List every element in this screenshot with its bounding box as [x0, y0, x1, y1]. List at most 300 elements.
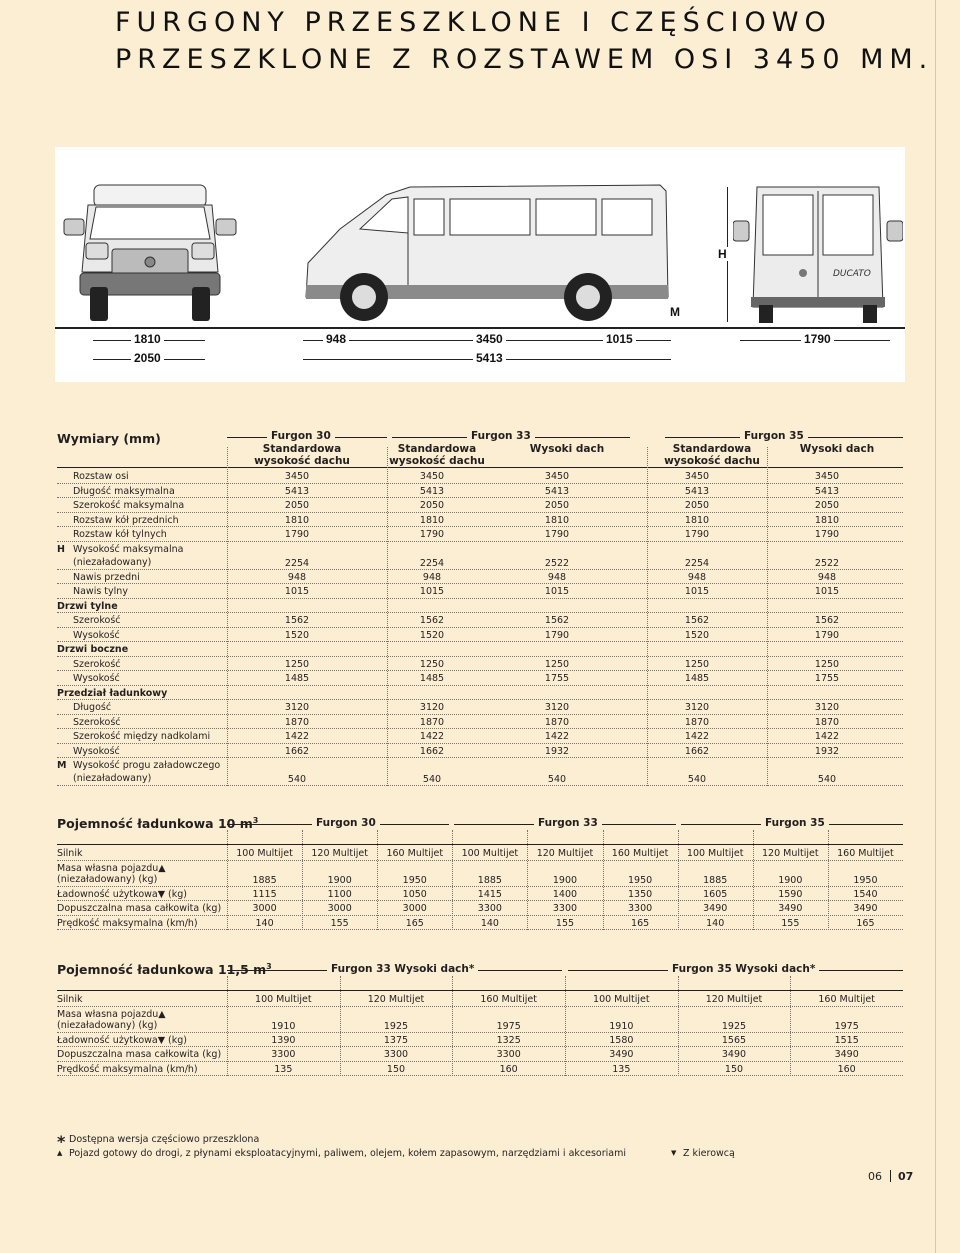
- row-label: Wysokość maksymalna: [73, 543, 184, 555]
- table-cell: 160: [837, 1063, 856, 1075]
- page-edge-line: [935, 0, 936, 1253]
- group-label: Furgon 30: [312, 817, 380, 829]
- row-label: Prędkość maksymalna (km/h): [57, 1063, 198, 1075]
- group-label: Furgon 33 Wysoki dach*: [327, 963, 478, 975]
- table-cell: 1662: [419, 745, 445, 757]
- table-cell: 948: [422, 571, 442, 583]
- row-label: Dopuszczalna masa całkowita (kg): [57, 1049, 222, 1060]
- table-cell: 1580: [609, 1034, 634, 1046]
- load115-title-text: Pojemność ładunkowa 11,5 m: [57, 962, 267, 978]
- column-separator: [790, 976, 791, 1076]
- table-cell: 1900: [778, 874, 803, 886]
- table-cell: 1415: [477, 888, 502, 900]
- group-label: Furgon 30: [267, 430, 335, 442]
- brand-text: DUCATO: [833, 269, 871, 279]
- table-cell: 1562: [684, 615, 710, 626]
- page-title: [115, 4, 955, 78]
- table-cell: 540: [687, 774, 707, 785]
- table-row: [57, 1033, 903, 1048]
- table-cell: 1015: [814, 586, 840, 597]
- table-cell: 135: [612, 1063, 631, 1075]
- dim-wheelbase: 3450: [473, 332, 506, 346]
- table-cell: 1422: [419, 731, 445, 742]
- table-cell: 540: [287, 774, 307, 785]
- table-cell: 2522: [814, 557, 840, 569]
- group-furgon-30: [227, 430, 387, 442]
- table-cell: 1540: [853, 888, 878, 900]
- table-row: [57, 901, 903, 916]
- load-115-table: [57, 958, 903, 1083]
- table-cell: 1422: [814, 731, 840, 742]
- footnote-star: Dostępna wersja częściowo przeszklona: [69, 1134, 260, 1145]
- table-cell: 5413: [684, 485, 710, 497]
- table-row: [57, 513, 903, 528]
- side-view-drawing: [300, 177, 675, 327]
- row-label: Długość: [73, 702, 112, 713]
- table-cell: 1562: [419, 615, 445, 626]
- table-cell: 120 Multijet: [762, 848, 819, 859]
- col-header: Standardowa wysokość dachu: [664, 443, 760, 467]
- table-cell: 3000: [402, 903, 427, 914]
- table-cell: 100 Multijet: [236, 848, 293, 859]
- table-cell: 3300: [271, 1049, 296, 1060]
- group-furgon-35: [681, 817, 903, 829]
- row-label: Drzwi boczne: [57, 644, 129, 655]
- table-cell: 160 Multijet: [480, 994, 537, 1005]
- table-cell: 1870: [284, 716, 310, 728]
- table-cell: 3450: [544, 471, 570, 482]
- row-marker: H: [57, 543, 65, 555]
- table-row: [57, 584, 903, 599]
- table-row: [57, 671, 903, 686]
- table-cell: 2050: [814, 500, 840, 511]
- table-cell: 1565: [721, 1034, 747, 1046]
- table-cell: 1790: [814, 529, 840, 540]
- table-cell: 1810: [684, 514, 710, 526]
- load115-title-sup: 3: [266, 962, 272, 971]
- table-cell: 1790: [544, 629, 570, 641]
- table-cell: 1250: [284, 658, 310, 670]
- table-cell: 1590: [778, 888, 803, 900]
- table-cell: 540: [817, 774, 837, 785]
- table-cell: 1885: [477, 874, 502, 886]
- row-marker: M: [57, 760, 67, 771]
- group-label: Furgon 33: [534, 817, 602, 829]
- table-cell: 1975: [496, 1020, 521, 1032]
- row-label: Rozstaw kół przednich: [73, 514, 179, 526]
- table-cell: 1790: [419, 529, 445, 540]
- title-line-1: FURGONY PRZESZKLONE I CZĘŚCIOWO: [115, 7, 832, 38]
- sill-label: M: [667, 305, 683, 319]
- table-cell: 1932: [814, 745, 840, 757]
- col-header: Standardowa wysokość dachu: [254, 443, 350, 467]
- table-row: [57, 992, 903, 1007]
- table-cell: 1515: [834, 1034, 859, 1046]
- table-cell: 1015: [684, 586, 710, 597]
- table-cell: 1870: [814, 716, 840, 728]
- table-cell: 1810: [544, 514, 570, 526]
- footnote-down-mark: ▼: [671, 1149, 677, 1157]
- table-row: [57, 1062, 903, 1077]
- table-cell: 3300: [628, 903, 653, 914]
- table-cell: 5413: [544, 485, 570, 497]
- group-furgon-35-high: [568, 963, 903, 975]
- group-label: Furgon 33: [467, 430, 535, 442]
- table-cell: 2254: [284, 557, 310, 569]
- table-cell: 2522: [544, 557, 570, 569]
- table-cell: 100 Multijet: [255, 994, 312, 1005]
- table-cell: 1375: [383, 1034, 409, 1046]
- table-cell: 1485: [684, 673, 710, 684]
- table-cell: 1350: [628, 888, 653, 900]
- row-label: Prędkość maksymalna (km/h): [57, 917, 198, 929]
- table-cell: 3300: [383, 1049, 409, 1060]
- ground-line: [55, 327, 905, 329]
- table-cell: 1050: [402, 888, 427, 900]
- height-label: H: [715, 247, 730, 261]
- table-cell: 1810: [284, 514, 310, 526]
- table-cell: 1790: [814, 629, 840, 641]
- table-cell: 160 Multijet: [386, 848, 444, 859]
- table-row: [57, 613, 903, 628]
- table-cell: 5413: [284, 485, 310, 497]
- table-cell: 1755: [814, 673, 840, 684]
- row-label: Długość maksymalna: [73, 485, 175, 497]
- table-cell: 1790: [684, 529, 710, 540]
- col-header: Wysoki dach: [529, 443, 605, 455]
- table-cell: 155: [330, 917, 349, 929]
- table-cell: 3120: [684, 702, 710, 713]
- table-cell: 1870: [419, 716, 445, 728]
- row-label: Szerokość między nadkolami: [73, 731, 211, 742]
- row-label-2: (niezaładowany): [73, 556, 152, 568]
- table-cell: 155: [781, 917, 800, 929]
- table-cell: 5413: [814, 485, 840, 497]
- table-cell: 3300: [477, 903, 502, 914]
- table-row: [57, 498, 903, 513]
- table-cell: 3490: [778, 903, 803, 914]
- group-furgon-33: [454, 817, 676, 829]
- table-cell: 1100: [327, 888, 352, 900]
- row-label: Ładowność użytkowa▼ (kg): [57, 1034, 187, 1046]
- table-cell: 1250: [684, 658, 710, 670]
- table-cell: 1325: [496, 1034, 521, 1046]
- row-label: Silnik: [57, 848, 83, 859]
- row-label: Szerokość maksymalna: [73, 500, 185, 511]
- row-label: Rozstaw osi: [73, 471, 129, 482]
- table-cell: 100 Multijet: [461, 848, 519, 859]
- table-cell: 160 Multijet: [611, 848, 669, 859]
- load-10-table: [57, 812, 903, 937]
- column-separator: [387, 447, 388, 786]
- row-label: Wysokość: [73, 745, 120, 757]
- table-cell: 140: [706, 917, 725, 929]
- table-cell: 1932: [544, 745, 570, 757]
- table-cell: 1400: [552, 888, 578, 900]
- table-cell: 165: [856, 917, 875, 929]
- col-header: Standardowa wysokość dachu: [389, 443, 485, 467]
- table-cell: 1950: [402, 874, 427, 886]
- table-row: [57, 715, 903, 730]
- row-label-2: (niezaładowany) (kg): [57, 1019, 158, 1031]
- table-cell: 1250: [544, 658, 570, 670]
- column-separator: [227, 447, 228, 786]
- row-label: Wysokość: [73, 673, 120, 684]
- table-cell: 1250: [419, 658, 445, 670]
- row-label-2: (niezaładowany) (kg): [57, 873, 158, 885]
- table-cell: 1975: [834, 1020, 859, 1032]
- table-cell: 165: [631, 917, 650, 929]
- footnote-star-mark: *: [57, 1132, 66, 1151]
- table-cell: 948: [817, 571, 837, 583]
- row-label: Przedział ładunkowy: [57, 687, 168, 699]
- table-cell: 3000: [252, 903, 277, 914]
- page-number-right: 07: [898, 1170, 914, 1183]
- table-row: [57, 916, 903, 931]
- table-cell: 150: [724, 1063, 744, 1075]
- row-label: Nawis tylny: [73, 586, 128, 597]
- table-cell: 540: [422, 774, 442, 785]
- column-separator: [767, 447, 768, 786]
- row-label: Wysokość progu załadowczego: [73, 760, 221, 771]
- table-cell: 2050: [419, 500, 445, 511]
- table-cell: 5413: [419, 485, 445, 497]
- table-cell: 160: [499, 1063, 518, 1075]
- dims-top-rule: [57, 467, 903, 468]
- row-label: Silnik: [57, 994, 83, 1005]
- table-cell: 1520: [284, 629, 310, 641]
- page-number-left: 06: [868, 1170, 882, 1183]
- table-row: [57, 861, 903, 887]
- table-cell: 1925: [383, 1020, 409, 1032]
- column-separator: [565, 976, 566, 1076]
- table-cell: 3120: [419, 702, 445, 713]
- column-separator: [377, 830, 378, 930]
- table-cell: 1015: [544, 586, 570, 597]
- table-cell: 3450: [814, 471, 840, 482]
- row-label: Rozstaw kół tylnych: [73, 529, 167, 540]
- column-separator: [647, 447, 648, 786]
- group-furgon-30: [227, 817, 449, 829]
- column-separator: [452, 976, 453, 1076]
- column-separator: [452, 830, 453, 930]
- table-cell: 2050: [544, 500, 570, 511]
- row-label: Szerokość: [73, 658, 121, 670]
- section-row: [57, 686, 903, 701]
- table-cell: 3120: [284, 702, 310, 713]
- column-separator: [302, 830, 303, 930]
- dim-overhang-rear: 1015: [603, 332, 636, 346]
- dimensions-table: [57, 425, 903, 800]
- column-separator: [678, 830, 679, 930]
- row-label: Dopuszczalna masa całkowita (kg): [57, 903, 222, 914]
- table-cell: 160 Multijet: [837, 848, 894, 859]
- column-separator: [340, 976, 341, 1076]
- table-cell: 3450: [684, 471, 710, 482]
- table-cell: 1900: [327, 874, 352, 886]
- table-cell: 1520: [419, 629, 445, 641]
- group-furgon-33: [392, 430, 630, 442]
- rear-view-drawing: [733, 177, 903, 327]
- table-cell: 160 Multijet: [818, 994, 875, 1005]
- table-cell: 2254: [684, 557, 710, 569]
- group-furgon-35: [665, 430, 903, 442]
- section-row: [57, 599, 903, 614]
- table-cell: 1015: [284, 586, 310, 597]
- footnote-up: Pojazd gotowy do drogi, z płynami eksploatacyjnymi, paliwem, olejem, kołem zapasowym, narzędziami i akcesoriami: [69, 1148, 626, 1159]
- row-label: Masa własna pojazdu▲: [57, 862, 166, 874]
- dim-rear-track: 1790: [801, 332, 834, 346]
- table-row: [57, 628, 903, 643]
- dims-heading: Wymiary (mm): [57, 431, 161, 446]
- table-cell: 540: [547, 774, 567, 785]
- table-cell: 1605: [703, 888, 728, 900]
- table-row: [57, 1047, 903, 1062]
- table-cell: 3000: [327, 903, 352, 914]
- table-cell: 1870: [544, 716, 570, 728]
- table-cell: 948: [687, 571, 707, 583]
- table-cell: 3300: [496, 1049, 521, 1060]
- dim-length: 5413: [473, 351, 506, 365]
- table-cell: 1790: [544, 529, 570, 540]
- table-cell: 1900: [552, 874, 578, 886]
- table-cell: 1950: [628, 874, 653, 886]
- table-cell: 1910: [609, 1020, 634, 1032]
- row-label: Nawis przedni: [73, 571, 140, 583]
- table-cell: 1910: [271, 1020, 296, 1032]
- table-row: [57, 469, 903, 484]
- table-cell: 120 Multijet: [311, 848, 368, 859]
- table-cell: 155: [555, 917, 575, 929]
- table-cell: 1810: [814, 514, 840, 526]
- table-cell: 1662: [284, 745, 310, 757]
- table-cell: 3490: [721, 1049, 747, 1060]
- table-cell: 1015: [419, 586, 445, 597]
- table-cell: 1115: [252, 888, 277, 900]
- column-separator: [527, 830, 528, 930]
- dim-front-track: 1810: [131, 332, 164, 346]
- load115-top-rule: [57, 990, 903, 991]
- column-separator: [603, 830, 604, 930]
- table-cell: 1810: [419, 514, 445, 526]
- table-cell: 1662: [684, 745, 710, 757]
- col-header: Wysoki dach: [799, 443, 875, 455]
- table-cell: 1870: [684, 716, 710, 728]
- page-numbers: [868, 1170, 913, 1183]
- table-cell: 2050: [284, 500, 310, 511]
- front-view-drawing: [60, 177, 240, 327]
- vehicle-drawings: [55, 147, 905, 382]
- table-row: [57, 744, 903, 759]
- table-cell: 140: [255, 917, 274, 929]
- row-label: Wysokość: [73, 629, 120, 641]
- table-cell: 3490: [834, 1049, 859, 1060]
- footnote-down: Z kierowcą: [683, 1148, 735, 1159]
- footnote-up-mark: ▲: [57, 1149, 63, 1157]
- table-cell: 1562: [544, 615, 570, 626]
- table-cell: 1422: [544, 731, 570, 742]
- table-cell: 3490: [609, 1049, 634, 1060]
- table-cell: 150: [386, 1063, 406, 1075]
- table-cell: 1790: [284, 529, 310, 540]
- table-row: [57, 1007, 903, 1033]
- table-cell: 120 Multijet: [705, 994, 763, 1005]
- table-cell: 3120: [814, 702, 840, 713]
- table-cell: 120 Multijet: [536, 848, 594, 859]
- dim-front-width: 2050: [131, 351, 164, 365]
- table-cell: 3450: [419, 471, 445, 482]
- table-row: [57, 484, 903, 499]
- table-cell: 948: [287, 571, 307, 583]
- column-separator: [828, 830, 829, 930]
- table-cell: 1422: [284, 731, 310, 742]
- row-label: Szerokość: [73, 716, 121, 728]
- table-cell: 1885: [252, 874, 277, 886]
- column-separator: [678, 976, 679, 1076]
- table-row: [57, 846, 903, 861]
- table-cell: 1390: [271, 1034, 296, 1046]
- group-furgon-33-high: [227, 963, 562, 975]
- table-cell: 1485: [419, 673, 445, 684]
- table-cell: 1562: [814, 615, 840, 626]
- table-cell: 135: [274, 1063, 293, 1075]
- table-cell: 1950: [853, 874, 878, 886]
- group-label: Furgon 35: [740, 430, 808, 442]
- row-label-2: (niezaładowany): [73, 773, 152, 784]
- row-label: Ładowność użytkowa▼ (kg): [57, 888, 187, 900]
- dim-overhang-front: 948: [323, 332, 349, 346]
- table-cell: 100 Multijet: [686, 848, 744, 859]
- table-cell: 2050: [684, 500, 710, 511]
- table-cell: 3450: [284, 471, 310, 482]
- table-cell: 1755: [544, 673, 570, 684]
- table-cell: 3120: [544, 702, 570, 713]
- group-label: Furgon 35: [761, 817, 829, 829]
- row-label: Szerokość: [73, 615, 121, 626]
- load10-title-sup: 3: [252, 816, 259, 825]
- table-row: [57, 887, 903, 902]
- table-row: [57, 570, 903, 585]
- table-cell: 1422: [684, 731, 710, 742]
- column-separator: [753, 830, 754, 930]
- section-row: [57, 642, 903, 657]
- table-cell: 140: [480, 917, 499, 929]
- table-row: [57, 657, 903, 672]
- row-label: Drzwi tylne: [57, 600, 118, 612]
- table-row: [57, 527, 903, 542]
- table-cell: 120 Multijet: [367, 994, 425, 1005]
- table-row: [57, 542, 903, 570]
- table-cell: 3300: [552, 903, 578, 914]
- table-cell: 948: [547, 571, 567, 583]
- table-cell: 165: [405, 917, 424, 929]
- load10-title-text: Pojemność ładunkowa 10 m: [57, 816, 253, 832]
- table-cell: 1485: [284, 673, 310, 684]
- table-cell: 1250: [814, 658, 840, 670]
- table-cell: 1520: [684, 629, 710, 641]
- load10-top-rule: [57, 844, 903, 845]
- table-row: [57, 729, 903, 744]
- table-row: [57, 700, 903, 715]
- table-cell: 2254: [419, 557, 445, 569]
- table-cell: 1562: [284, 615, 310, 626]
- table-cell: 1925: [721, 1020, 747, 1032]
- table-row: [57, 758, 903, 786]
- column-separator: [227, 830, 228, 930]
- table-cell: 1885: [703, 874, 728, 886]
- row-label: Masa własna pojazdu▲: [57, 1008, 166, 1020]
- table-cell: 3490: [703, 903, 728, 914]
